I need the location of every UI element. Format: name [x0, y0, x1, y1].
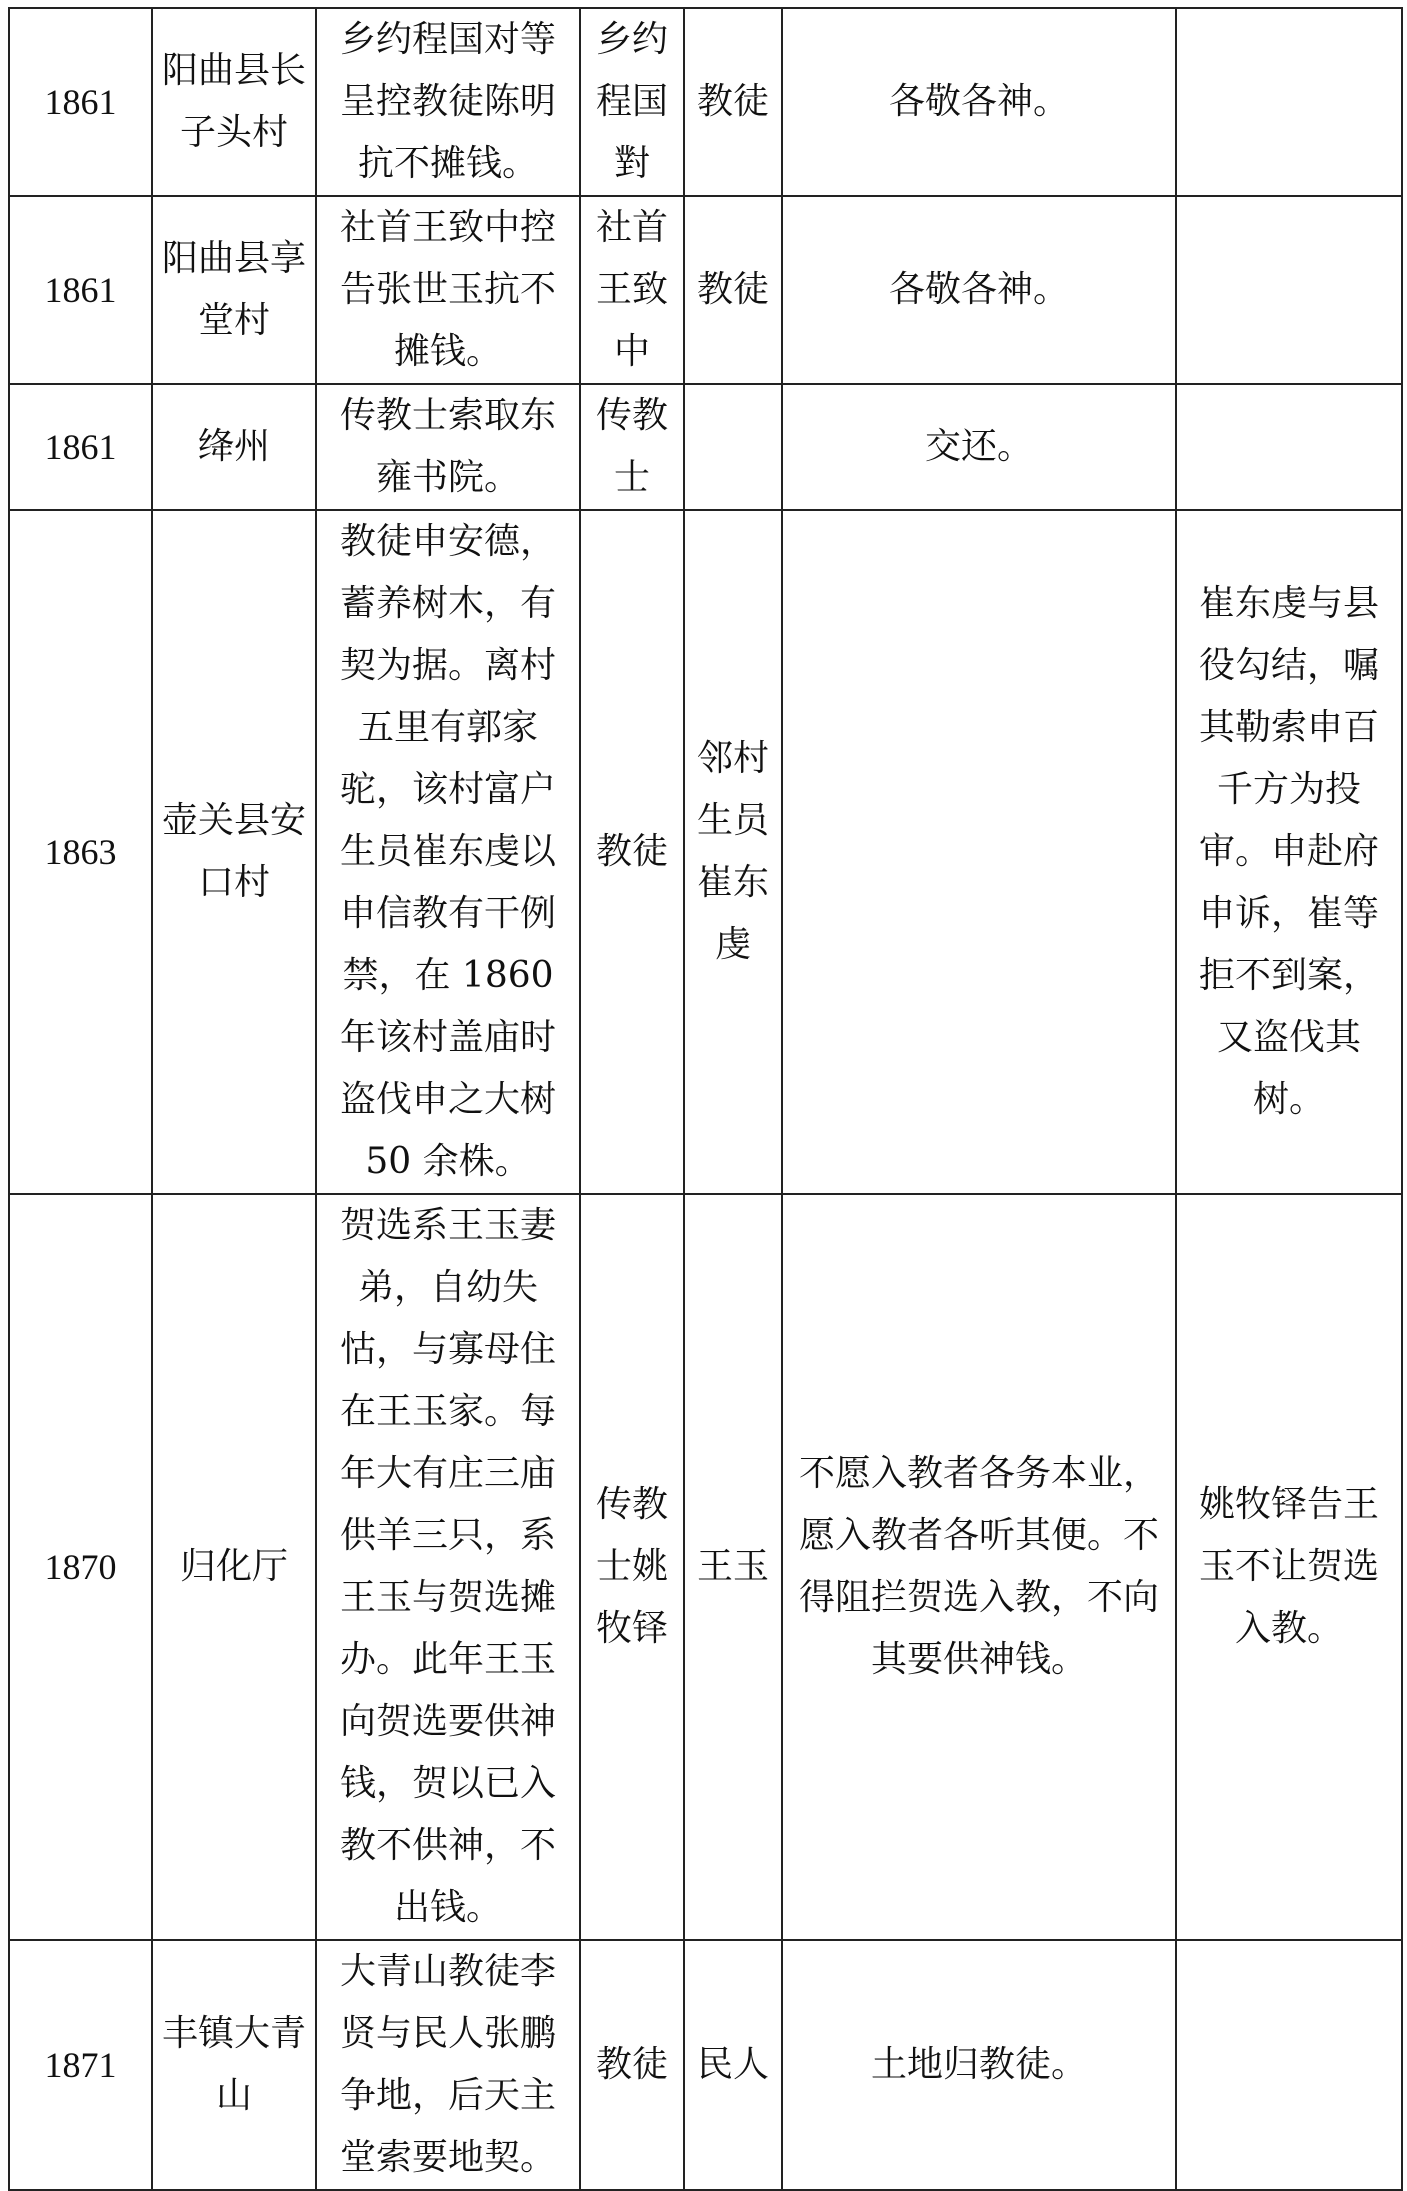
year-cell: 1861 [9, 196, 152, 384]
result-cell: 各敬各神。 [782, 8, 1176, 196]
year-cell: 1870 [9, 1194, 152, 1940]
result-cell: 各敬各神。 [782, 196, 1176, 384]
result-cell [782, 510, 1176, 1194]
note-cell [1176, 384, 1402, 510]
table-row [9, 1194, 1402, 1940]
note-cell [1176, 8, 1402, 196]
place-cell: 丰镇大青山 [152, 1940, 316, 2190]
table-row [9, 510, 1402, 1194]
note-cell [1176, 196, 1402, 384]
party-b-cell: 王玉 [684, 1194, 782, 1940]
document-table [8, 7, 1403, 2191]
party-b-cell: 邻村生员崔东虔 [684, 510, 782, 1194]
year-cell: 1871 [9, 1940, 152, 2190]
place-cell: 归化厅 [152, 1194, 316, 1940]
party-a-cell: 传教士姚牧铎 [580, 1194, 684, 1940]
place-cell: 阳曲县长子头村 [152, 8, 316, 196]
table-row [9, 8, 1402, 196]
place-cell: 阳曲县享堂村 [152, 196, 316, 384]
party-b-cell [684, 384, 782, 510]
year-cell: 1863 [9, 510, 152, 1194]
party-b-cell: 教徒 [684, 8, 782, 196]
result-cell: 不愿入教者各务本业，愿入教者各听其便。不得阻拦贺选入教，不向其要供神钱。 [782, 1194, 1176, 1940]
result-cell: 土地归教徒。 [782, 1940, 1176, 2190]
party-a-cell: 教徒 [580, 1940, 684, 2190]
place-cell: 壶关县安口村 [152, 510, 316, 1194]
party-a-cell: 乡约程国對 [580, 8, 684, 196]
table-row [9, 1940, 1402, 2190]
description-cell: 乡约程国对等呈控教徒陈明抗不摊钱。 [316, 8, 580, 196]
note-cell: 姚牧铎告王玉不让贺选入教。 [1176, 1194, 1402, 1940]
party-a-cell: 教徒 [580, 510, 684, 1194]
table-row [9, 196, 1402, 384]
year-cell: 1861 [9, 8, 152, 196]
party-a-cell: 传教士 [580, 384, 684, 510]
party-a-cell: 社首王致中 [580, 196, 684, 384]
note-cell: 崔东虔与县役勾结，嘱其勒索申百千方为投审。申赴府申诉，崔等拒不到案，又盗伐其树。 [1176, 510, 1402, 1194]
description-cell: 传教士索取东雍书院。 [316, 384, 580, 510]
party-b-cell: 民人 [684, 1940, 782, 2190]
description-cell: 教徒申安德，蓄养树木，有契为据。离村五里有郭家驼，该村富户生员崔东虔以申信教有干例禁，在 1860 年该村盖庙时盗伐申之大树 50 余株。 [316, 510, 580, 1194]
party-b-cell: 教徒 [684, 196, 782, 384]
table-row [9, 384, 1402, 510]
description-cell: 社首王致中控告张世玉抗不摊钱。 [316, 196, 580, 384]
result-cell: 交还。 [782, 384, 1176, 510]
year-cell: 1861 [9, 384, 152, 510]
description-cell: 大青山教徒李贤与民人张鹏争地，后天主堂索要地契。 [316, 1940, 580, 2190]
note-cell [1176, 1940, 1402, 2190]
place-cell: 绛州 [152, 384, 316, 510]
description-cell: 贺选系王玉妻弟，自幼失怙，与寡母住在王玉家。每年大有庄三庙供羊三只，系王玉与贺选摊办。此年王玉向贺选要供神钱，贺以已入教不供神，不出钱。 [316, 1194, 580, 1940]
